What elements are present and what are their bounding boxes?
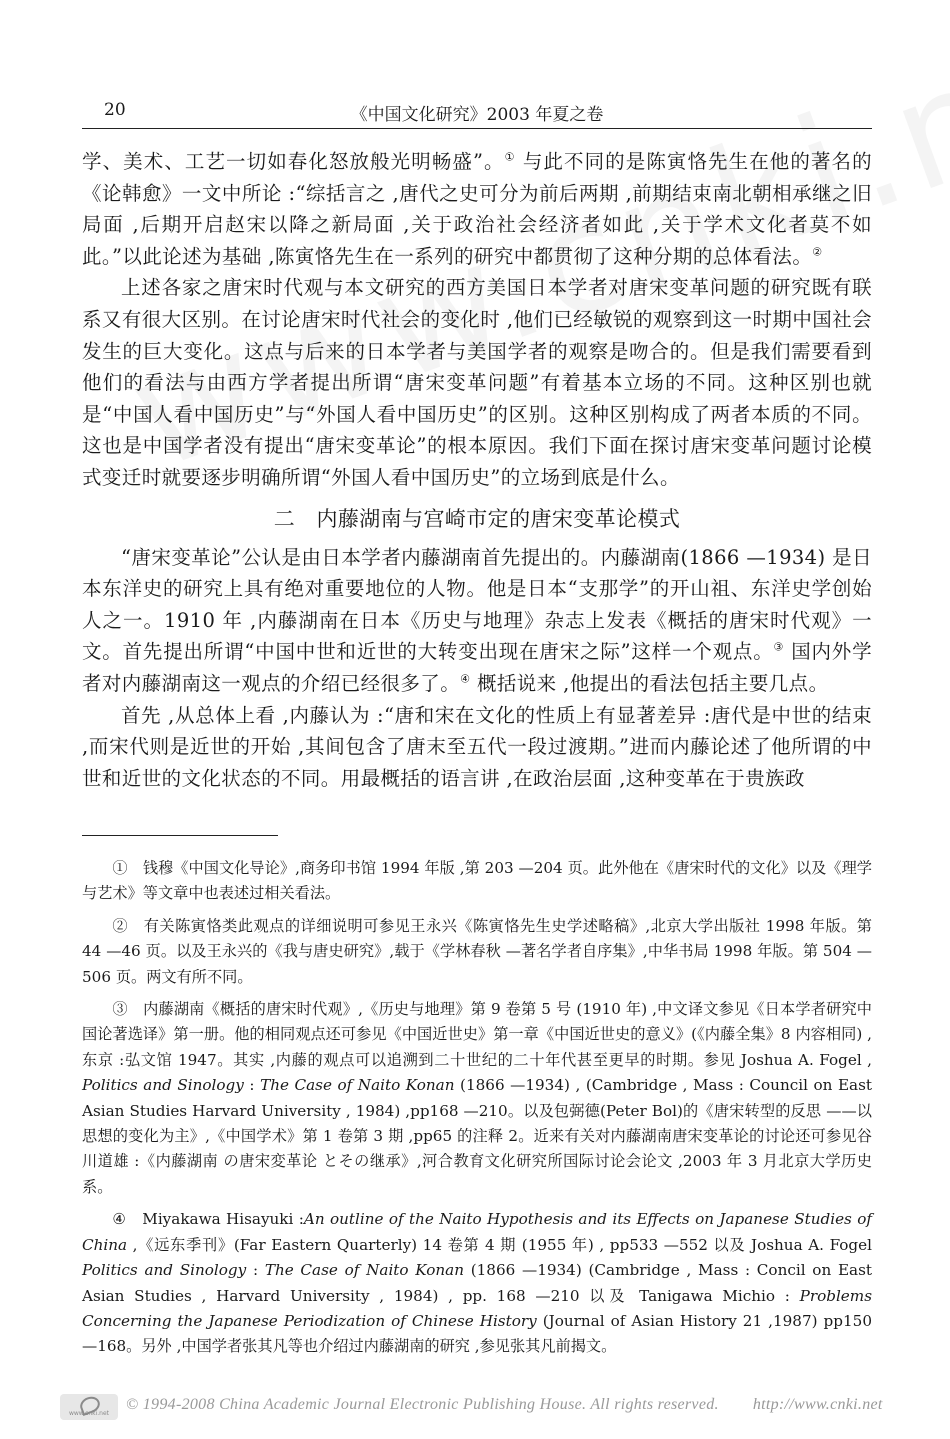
footnote-ref-1[interactable]: ① <box>504 150 516 164</box>
cnki-logo-icon <box>60 1394 118 1420</box>
footnote-ref-4[interactable]: ④ <box>460 672 471 686</box>
footnote-4: ④ Miyakawa Hisayuki :An outline of the Naito Hypothesis and its Effects on Japanese Studies of China ,《远东季刊》(Far Eastern Quarterly) 14 卷第 4 期 (1955 年) , pp533 —552 以及 Joshua A. Fogel Politics and Sinology : The Case of Naito Konan (1866 —1934) (Cambridge , Mass : Concil on East Asian Studies , Harvard University , 1984) , pp. 168 —210 以及 Tanigawa Michio : Problems Concerning the Japanese Periodization of Chinese History (Journal of Asian History 21 ,1987) pp150 —168。另外 ,中国学者张其凡等也介绍过内藤湖南的研究 ,参见张其凡前揭文。 <box>82 1210 872 1356</box>
paragraph-3: “唐宋变革论”公认是由日本学者内藤湖南首先提出的。内藤湖南(1866 —1934) 是日本东洋史的研究上具有绝对重要地位的人物。他是日本“支那学”的开山祖、东洋史学创始人之一。1910 年 ,内藤湖南在日本《历史与地理》杂志上发表《概括的唐宋时代观》一文。首先提出所谓“中国中世和近世的大转变出现在唐宋之际”这样一个观点。③ 国内外学者对内藤湖南这一观点的介绍已经很多了。④ 概括说来 ,他提出的看法包括主要几点。 <box>82 545 872 695</box>
paragraph-4: 首先 ,从总体上看 ,内藤认为 :“唐和宋在文化的性质上有显著差异 :唐代是中世的结束 ,而宋代则是近世的开始 ,其间包含了唐末至五代一段过渡期。”进而内藤论述了他所谓的中世和近世的文化状态的不同。用最概括的语言讲 ,在政治层面 ,这种变革在于贵族政 <box>82 703 872 790</box>
footnote-2: ② 有关陈寅恪类此观点的详细说明可参见王永兴《陈寅恪先生史学述略稿》,北京大学出版社 1998 年版。第 44 —46 页。以及王永兴的《我与唐史研究》,载于《学林春秋 —著名学者自序集》,中华书局 1998 年版。第 504 —506 页。两文有所不同。 <box>82 916 872 986</box>
logo-url: www.cnki.net <box>68 1410 110 1417</box>
paragraph-1: 学、美术、工艺一切如春化怒放般光明畅盛”。① 与此不同的是陈寅恪先生在他的著名的《论韩愈》一文中所论 :“综括言之 ,唐代之史可分为前后两期 ,前期结束南北朝相承继之旧局面 ,后期开启赵宋以降之新局面 ,关于政治社会经济者如此 ,关于学术文化者莫不如此。”以此论述为基础 ,陈寅恪先生在一系列的研究中都贯彻了这种分期的总体看法。② <box>82 150 873 268</box>
journal-title: 《中国文化研究》2003 年夏之卷 <box>350 105 604 125</box>
footnote-3: ③ 内藤湖南《概括的唐宋时代观》,《历史与地理》第 9 卷第 5 号 (1910 年) ,中文译文参见《日本学者研究中国论著选译》第一册。他的相同观点还可参见《中国近世史》第一章《中国近世史的意义》(《内藤全集》8 内容相同) ,东京 :弘文馆 1947。其实 ,内藤的观点可以追溯到二十世纪的二十年代甚至更早的时期。参见 Joshua A. Fogel , Politics and Sinology : The Case of Naito Konan (1866 —1934) , (Cambridge , Mass : Council on East Asian Studies Harvard University , 1984) ,pp168 —210。以及包弼德(Peter Bol)的《唐宋转型的反思 ——以思想的变化为主》,《中国学术》第 1 卷第 3 期 ,pp65 的注释 2。近来有关对内藤湖南唐宋变革论的讨论还可参见谷川道雄 :《内藤湖南 の唐宋変革论 とその继承》,河合教育文化研究所国际讨论会论文 ,2003 年 3 月北京大学历史系。 <box>82 1000 872 1196</box>
main-body <box>82 146 872 794</box>
cnki-site-link[interactable]: http://www.cnki.net <box>752 1396 883 1413</box>
footnote-1: ① 钱穆《中国文化导论》,商务印书馆 1994 年版 ,第 203 —204 页。此外他在《唐宋时代的文化》以及《理学与艺术》等文章中也表述过相关看法。 <box>82 859 872 903</box>
section-heading: 二 内藤湖南与宫崎市定的唐宋变革论模式 <box>273 506 681 531</box>
paragraph-2: 上述各家之唐宋时代观与本文研究的西方美国日本学者对唐宋变革问题的研究既有联系又有很大区别。在讨论唐宋时代社会的变化时 ,他们已经敏锐的观察到这一时期中国社会发生的巨大变化。这点与后来的日本学者与美国学者的观察是吻合的。但是我们需要看到他们的看法与由西方学者提出所谓“唐宋变革问题”有着基本立场的不同。这种区别也就是“中国人看中国历史”与“外国人看中国历史”的区别。这种区别构成了两者本质的不同。这也是中国学者没有提出“唐宋变革论”的根本原因。我们下面在探讨唐宋变革问题讨论模式变迁时就要逐步明确所谓“外国人看中国历史”的立场到底是什么。 <box>82 276 872 489</box>
page-number: 20 <box>104 100 126 120</box>
footnotes <box>82 856 872 1367</box>
footnote-ref-3[interactable]: ③ <box>773 640 785 654</box>
running-header <box>82 100 872 129</box>
footnote-ref-2[interactable]: ② <box>812 245 823 259</box>
copyright-notice: © 1994-2008 China Academic Journal Electronic Publishing House. All rights reserved. http://www.cnki.net <box>126 1396 883 1413</box>
footnote-divider <box>82 835 278 836</box>
page-footer <box>60 1394 930 1424</box>
